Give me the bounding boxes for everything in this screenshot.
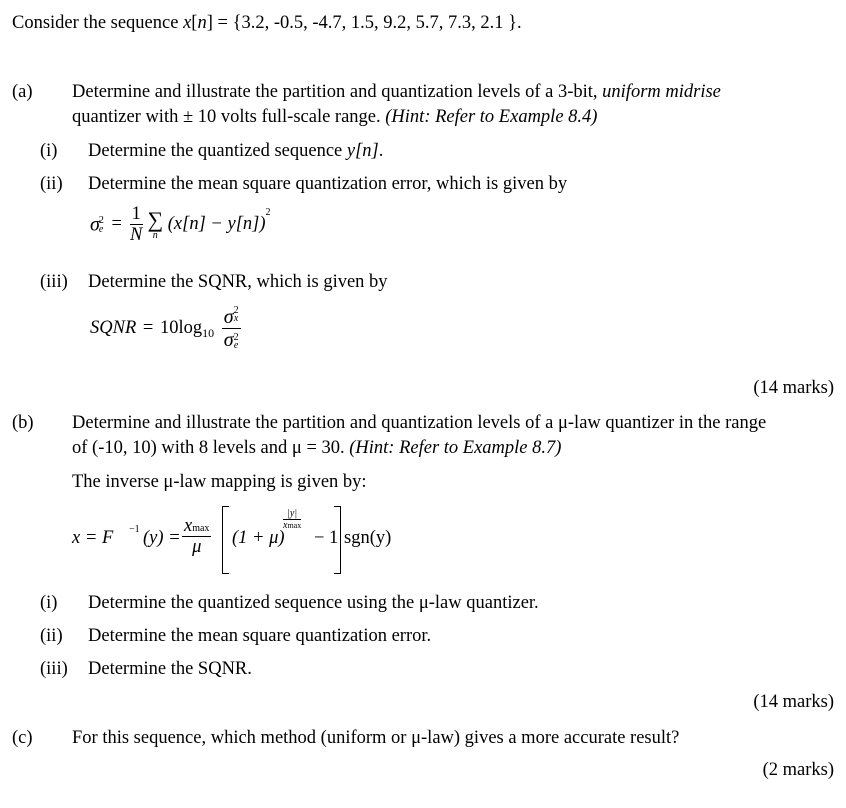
inv-num — [182, 516, 211, 537]
inv-base: (1 + μ) — [232, 528, 285, 548]
inv-exp-num: |y| — [283, 508, 301, 520]
part-a-iii-label: (iii) — [40, 272, 68, 292]
sum-icon: ∑ — [147, 206, 164, 232]
part-b-i-label: (i) — [40, 593, 58, 613]
inv-exp-den — [283, 520, 301, 531]
mse-sub-e: e — [98, 223, 104, 235]
inv-exp-fraction — [283, 508, 301, 531]
part-c-marks: (2 marks) — [762, 760, 834, 780]
intro-prefix: Consider the sequence — [12, 13, 184, 33]
sqnr-num — [222, 306, 241, 329]
part-a-i-text — [88, 141, 383, 162]
part-a-ii-text: Determine the mean square quantization error, which is given by — [88, 174, 568, 194]
part-b-text2: of (-10, 10) with 8 levels and μ = 30. — [72, 438, 345, 458]
mse-body: (x[n] − y[n]) — [167, 214, 266, 235]
inv-fraction — [182, 516, 211, 558]
sqnr-coef: 10log — [159, 318, 203, 339]
part-a-text1-italic: uniform midrise — [602, 82, 721, 102]
inv-lhs: x = F — [72, 528, 114, 548]
sum-sub: n — [152, 229, 158, 241]
part-a-text — [72, 80, 837, 130]
sqnr-sub-x: x — [233, 313, 239, 324]
sqnr-sigma-x: σ — [223, 306, 234, 328]
inv-arg: (y) = — [143, 528, 181, 548]
part-b-text — [72, 411, 837, 461]
part-a-marks: (14 marks) — [753, 378, 834, 398]
right-bracket — [334, 506, 341, 574]
sqnr-eq: = — [142, 318, 154, 339]
inv-exp: −1 — [129, 524, 140, 535]
part-b-hint: (Hint: Refer to Example 8.7) — [349, 438, 562, 458]
mse-sup: 2 — [98, 214, 104, 226]
part-c-label: (c) — [12, 728, 33, 748]
inv-exp-den-x: x — [283, 520, 288, 531]
part-c-text: For this sequence, which method (uniform or μ-law) gives a more accurate result? — [72, 728, 680, 748]
sqnr-lhs: SQNR — [90, 318, 137, 339]
part-a-i-sentence: Determine the quantized sequence — [88, 141, 343, 161]
part-b-text1: Determine and illustrate the partition and quantization levels of a μ-law quantizer in the range — [72, 413, 767, 433]
inv-minus-one: − 1 — [314, 528, 339, 548]
intro-bracket: [ — [191, 13, 198, 33]
part-a-i-end: . — [378, 141, 384, 161]
part-b-inverse-text: The inverse μ-law mapping is given by: — [72, 472, 367, 492]
intro-n: n — [197, 13, 207, 33]
part-b-ii-text: Determine the mean square quantization error. — [88, 626, 432, 646]
part-a-hint: (Hint: Refer to Example 8.4) — [385, 107, 598, 127]
part-a-text1: Determine and illustrate the partition and quantization levels of a 3-bit, — [72, 82, 598, 102]
intro-x: x — [183, 13, 192, 33]
mse-eq: = — [111, 214, 122, 235]
mse-fraction — [130, 204, 143, 246]
inv-xmax: x — [184, 516, 193, 536]
part-a-iii-text: Determine the SQNR, which is given by — [88, 272, 388, 292]
sqnr-sup-x: 2 — [233, 304, 239, 316]
sqnr-base: 10 — [202, 326, 215, 341]
sqnr-sub-e: e — [233, 340, 239, 352]
mse-num: 1 — [131, 204, 141, 224]
mse-den: N — [130, 225, 143, 246]
inv-exp-den-sub: max — [287, 521, 302, 530]
mse-exp: 2 — [265, 207, 271, 219]
intro-line — [12, 13, 522, 34]
part-b-iii-label: (iii) — [40, 659, 68, 679]
formula-inverse — [72, 502, 472, 574]
part-b-ii-label: (ii) — [40, 626, 63, 646]
left-bracket — [222, 506, 229, 574]
sqnr-fraction — [222, 306, 241, 352]
mse-sigma: σ — [90, 213, 100, 236]
part-b-marks: (14 marks) — [753, 692, 834, 712]
intro-values: ] = {3.2, -0.5, -4.7, 1.5, 9.2, 5.7, 7.3, 2.1 }. — [206, 13, 522, 33]
inv-den: μ — [192, 537, 202, 558]
part-a-text2: quantizer with ± 10 volts full-scale range. — [72, 107, 381, 127]
part-a-ii-label: (ii) — [40, 174, 63, 194]
sqnr-sup-e: 2 — [233, 331, 239, 343]
sqnr-sigma-e: σ — [223, 329, 234, 352]
part-a-i-var: y[n] — [346, 141, 379, 161]
part-b-i-text: Determine the quantized sequence using the μ-law quantizer. — [88, 593, 539, 613]
part-b-label: (b) — [12, 413, 34, 433]
part-a-label: (a) — [12, 82, 33, 102]
formula-sqnr — [90, 306, 241, 370]
part-b-iii-text: Determine the SQNR. — [88, 659, 252, 679]
part-a-i-label: (i) — [40, 141, 58, 161]
inv-max-sub: max — [192, 523, 210, 534]
formula-mse — [90, 204, 271, 260]
inv-sgn: sgn(y) — [344, 528, 392, 548]
sqnr-den — [222, 329, 241, 351]
